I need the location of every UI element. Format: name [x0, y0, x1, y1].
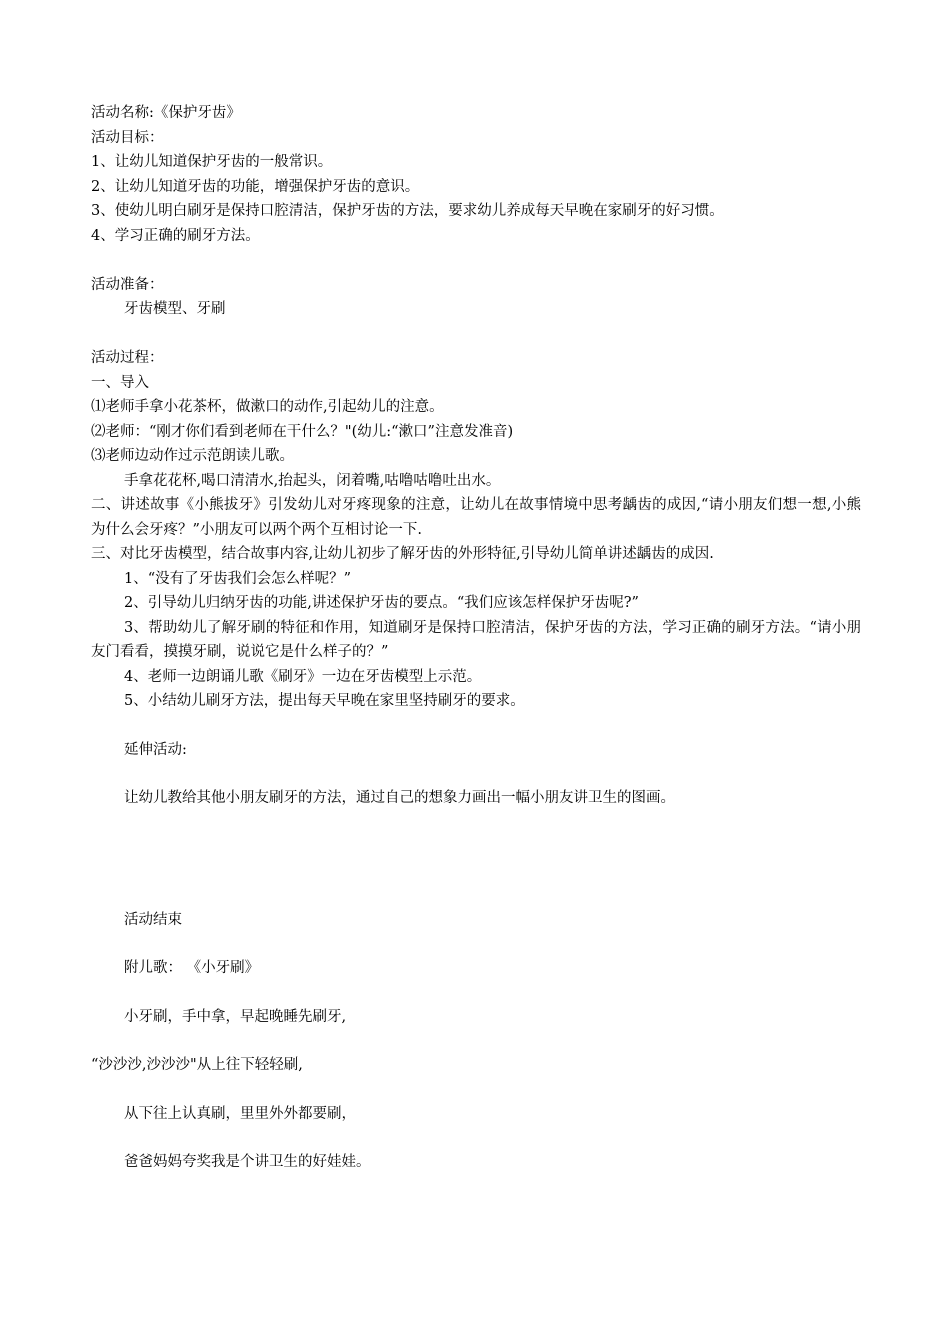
spacer	[91, 248, 861, 273]
extension-content: 让幼儿教给其他小朋友刷牙的方法，通过自己的想象力画出一幅小朋友讲卫生的图画。	[124, 790, 675, 806]
section-1-item: ⑵老师：“刚才你们看到老师在干什么？"(幼儿:“漱口”注意发准音)	[91, 423, 514, 440]
goal-item: 1、让幼儿知道保护牙齿的一般常识。	[91, 154, 333, 170]
process-heading: 活动过程：	[91, 350, 164, 366]
goal-item: 3、使幼儿明白刷牙是保持口腔清洁，保护牙齿的方法，要求幼儿养成每天早晚在家刷牙的好习惯。	[91, 203, 724, 219]
section-1-item: ⑴老师手拿小花茶杯，做漱口的动作,引起幼儿的注意。	[91, 399, 444, 415]
section-3-item: 3、帮助幼儿了解牙刷的特征和作用，知道刷牙是保持口腔清洁，保护牙齿的方法，学习正确的刷牙方法。“请小朋友门看看，摸摸牙刷，说说它是什么样子的？”	[91, 619, 861, 660]
section-3-item: 1、“没有了牙齿我们会怎么样呢？”	[124, 570, 352, 587]
section-3-item: 4、老师一边朗诵儿歌《刷牙》一边在牙齿模型上示范。	[124, 668, 482, 685]
song-line: 小牙刷，手中拿，早起晚睡先刷牙,	[124, 1008, 347, 1025]
goal-item: 4、学习正确的刷牙方法。	[91, 227, 260, 244]
section-2-paragraph: 二、讲述故事《小熊拔牙》引发幼儿对牙疼现象的注意，让幼儿在故事情境中思考龋齿的成因,“请小朋友们想一想,小熊为什么会牙疼？”小朋友可以两个两个互相讨论一下.	[91, 497, 861, 538]
ending-text: 活动结束	[124, 911, 182, 928]
prep-content: 牙齿模型、牙刷	[124, 301, 226, 317]
section-3-item: 2、引导幼儿归纳牙齿的功能,讲述保护牙齿的要点。“我们应该怎样保护牙齿呢?”	[124, 595, 639, 611]
extension-heading: 延伸活动:	[124, 741, 187, 758]
spacer	[91, 322, 861, 347]
song-line: “沙沙沙,沙沙沙"从上往下轻轻刷,	[91, 1057, 303, 1073]
song-line: 从下往上认真刷，里里外外都要刷，	[124, 1105, 356, 1122]
song-line: 爸爸妈妈夸奖我是个讲卫生的好娃娃。	[124, 1154, 371, 1170]
section-1-heading: 一、导入	[91, 374, 149, 391]
section-1-rhyme: 手拿花花杯,喝口清清水,抬起头，闭着嘴,咕噜咕噜吐出水。	[124, 472, 501, 489]
goals-heading: 活动目标：	[91, 129, 164, 146]
section-3-heading: 三、对比牙齿模型，结合故事内容,让幼儿初步了解牙齿的外形特征,引导幼儿简单讲述龋齿的成因.	[91, 546, 714, 562]
activity-title: 活动名称:《保护牙齿》	[91, 105, 241, 121]
document-page	[91, 101, 861, 1175]
section-1-item: ⑶老师边动作过示范朗读儿歌。	[91, 448, 294, 464]
prep-heading: 活动准备：	[91, 276, 164, 293]
song-heading: 附儿歌： 《小牙刷》	[124, 960, 260, 976]
section-3-item: 5、小结幼儿刷牙方法，提出每天早晚在家里坚持刷牙的要求。	[124, 693, 525, 709]
goal-item: 2、让幼儿知道牙齿的功能，增强保护牙齿的意识。	[91, 178, 420, 195]
spacer	[91, 811, 861, 884]
